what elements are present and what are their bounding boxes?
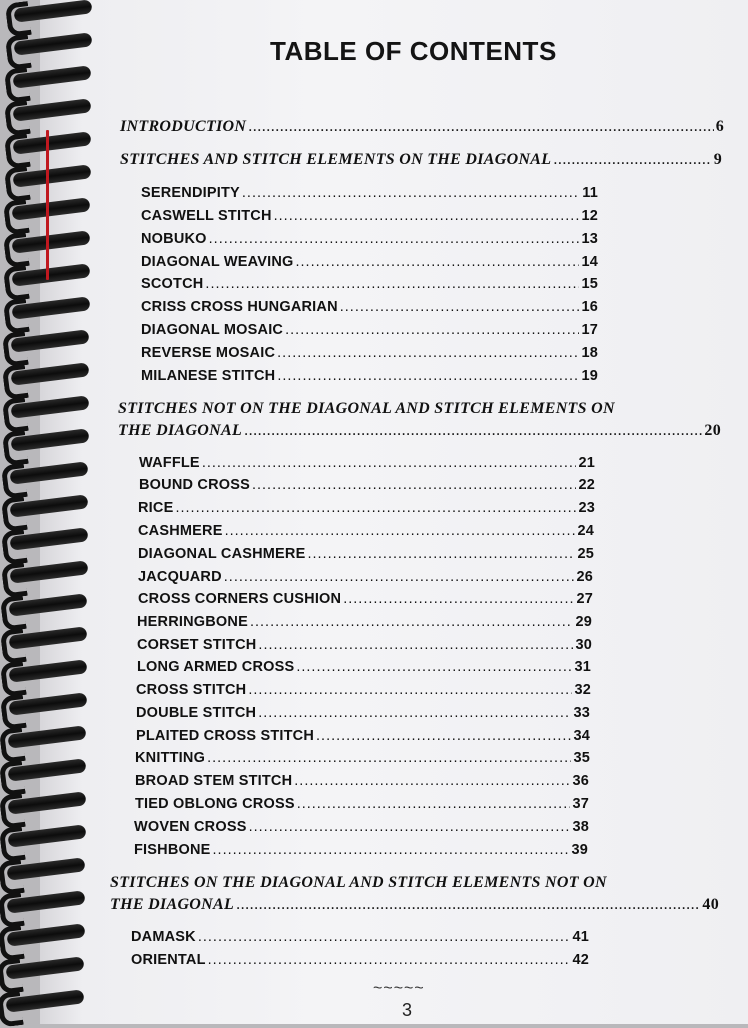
toc-page-number: 14	[581, 254, 598, 270]
toc-page-number: 36	[572, 773, 589, 789]
toc-entry-label: DOUBLE STITCH	[136, 705, 257, 721]
binding-coil	[10, 428, 89, 451]
binding-coil	[10, 395, 89, 418]
binding-coil	[10, 362, 89, 385]
toc-entry-label: HERRINGBONE	[137, 614, 248, 630]
toc-entry	[136, 728, 590, 744]
toc-page-number: 17	[581, 322, 598, 338]
toc-entry-label: THE DIAGONAL	[118, 422, 243, 439]
toc-section-2	[118, 422, 721, 440]
toc-page-number: 29	[575, 614, 592, 630]
toc-page-number: 37	[572, 796, 589, 812]
toc-entry	[134, 842, 588, 858]
leader-dots	[249, 819, 571, 835]
binding-coil	[7, 791, 86, 814]
toc-page-number: 11	[582, 185, 598, 201]
toc-page-number: 20	[704, 422, 721, 439]
binding-coil	[12, 164, 91, 187]
leader-dots	[285, 322, 579, 338]
toc-entry-label: DIAGONAL CASHMERE	[138, 546, 306, 562]
binding-coil	[9, 461, 88, 484]
toc-entry	[135, 750, 590, 766]
leader-dots	[316, 728, 571, 744]
leader-dots	[198, 929, 571, 945]
leader-dots	[248, 682, 572, 698]
toc-page-number: 25	[577, 546, 594, 562]
toc-page-number: 15	[581, 276, 598, 292]
toc-entry	[138, 546, 594, 562]
toc-page-number: 35	[573, 750, 590, 766]
toc-entry-label: CROSS CORNERS CUSHION	[138, 591, 342, 607]
toc-page-number: 31	[574, 659, 591, 675]
toc-entry	[138, 523, 594, 539]
toc-entry	[141, 231, 598, 247]
toc-page-number: 19	[581, 368, 598, 384]
toc-page-number: 16	[581, 299, 598, 315]
toc-section-3	[110, 896, 719, 914]
toc-entry-label: STITCHES AND STITCH ELEMENTS ON THE DIAGONAL	[120, 151, 552, 168]
toc-entry-label: FISHBONE	[134, 842, 211, 858]
toc-entry-label: CASWELL STITCH	[141, 208, 272, 224]
toc-entry-label: CASHMERE	[138, 523, 223, 539]
toc-page-number: 34	[573, 728, 590, 744]
bookmark-ribbon	[46, 130, 49, 280]
leader-dots	[258, 637, 573, 653]
toc-entry-label: WOVEN CROSS	[134, 819, 247, 835]
binding-coil	[7, 824, 86, 847]
toc-entry-label: DAMASK	[131, 929, 196, 945]
toc-page-number: 33	[573, 705, 590, 721]
toc-page-number: 24	[577, 523, 594, 539]
toc-entry	[137, 637, 592, 653]
leader-dots	[343, 591, 574, 607]
toc-entry-label: CRISS CROSS HUNGARIAN	[141, 299, 338, 315]
toc-entry-label: MILANESE STITCH	[141, 368, 276, 384]
toc-entry-label: SCOTCH	[141, 276, 204, 292]
toc-entry	[136, 705, 590, 721]
binding-coil	[8, 626, 87, 649]
toc-section-1	[120, 151, 722, 169]
leader-dots	[296, 659, 572, 675]
toc-entry	[141, 208, 598, 224]
toc-entry-label: REVERSE MOSAIC	[141, 345, 276, 361]
toc-entry	[139, 477, 595, 493]
toc-page-number: 23	[578, 500, 595, 516]
toc-entry-label: DIAGONAL MOSAIC	[141, 322, 284, 338]
binding-coil	[13, 0, 92, 23]
binding-coil	[7, 725, 86, 748]
leader-dots	[207, 750, 571, 766]
toc-entry	[141, 345, 598, 361]
toc-page-number: 9	[713, 151, 722, 168]
toc-page-number: 13	[581, 231, 598, 247]
toc-entry	[141, 185, 598, 201]
binding-coil	[11, 296, 90, 319]
toc-page-number: 40	[702, 896, 719, 913]
toc-entry-label: THE DIAGONAL	[110, 896, 235, 913]
binding-coil	[9, 560, 88, 583]
toc-entry-label: CORSET STITCH	[137, 637, 257, 653]
toc-entry-label: LONG ARMED CROSS	[137, 659, 295, 675]
toc-page-number: 30	[575, 637, 592, 653]
binding-coil	[13, 32, 92, 55]
toc-entry	[131, 952, 589, 968]
binding-coil	[5, 989, 84, 1012]
toc-entry	[138, 591, 593, 607]
toc-entry	[136, 682, 591, 698]
leader-dots	[340, 299, 580, 315]
toc-entry-label: KNITTING	[135, 750, 206, 766]
leader-dots	[244, 422, 702, 440]
leader-dots	[208, 952, 571, 968]
binding-coil	[6, 890, 85, 913]
toc-entry	[141, 368, 598, 384]
toc-entry-label: WAFFLE	[139, 455, 200, 471]
leader-dots	[224, 569, 575, 585]
toc-section-3-line1: STITCHES ON THE DIAGONAL AND STITCH ELEMENTS NOT ON	[110, 874, 607, 891]
leader-dots	[225, 523, 576, 539]
toc-page-number: 6	[715, 118, 724, 135]
toc-entry	[131, 929, 589, 945]
leader-dots	[307, 546, 575, 562]
toc-entry-label: SERENDIPITY	[141, 185, 240, 201]
binding-coil	[10, 329, 89, 352]
leader-dots	[277, 345, 579, 361]
toc-section-2-line1: STITCHES NOT ON THE DIAGONAL AND STITCH ELEMENTS ON	[118, 400, 615, 417]
toc-entry	[139, 455, 595, 471]
toc-entry-label: ORIENTAL	[131, 952, 206, 968]
toc-entry	[141, 322, 598, 338]
binding-coil	[11, 230, 90, 253]
toc-entry	[138, 569, 593, 585]
binding-coil	[9, 494, 88, 517]
leader-dots	[242, 185, 580, 201]
leader-dots	[296, 254, 580, 270]
toc-page-number: 41	[572, 929, 589, 945]
toc-entry-introduction	[120, 118, 724, 136]
leader-dots	[250, 614, 574, 630]
toc-entry-label: NOBUKO	[141, 231, 207, 247]
toc-entry	[137, 659, 591, 675]
toc-entry-label: BROAD STEM STITCH	[135, 773, 293, 789]
toc-entry-label: CROSS STITCH	[136, 682, 247, 698]
leader-dots	[277, 368, 579, 384]
toc-entry-label: BOUND CROSS	[139, 477, 250, 493]
binding-coil	[12, 98, 91, 121]
binding-coil	[11, 263, 90, 286]
leader-dots	[294, 773, 570, 789]
toc-entry	[135, 796, 589, 812]
binding-coil	[8, 659, 87, 682]
leader-dots	[248, 118, 713, 136]
binding-coil	[11, 197, 90, 220]
binding-coil	[9, 527, 88, 550]
toc-entry-label: DIAGONAL WEAVING	[141, 254, 294, 270]
toc-page-number: 18	[581, 345, 598, 361]
binding-coil	[12, 65, 91, 88]
leader-dots	[258, 705, 571, 721]
toc-page-number: 38	[572, 819, 589, 835]
binding-coil	[8, 593, 87, 616]
toc-entry	[141, 276, 598, 292]
toc-entry	[138, 500, 595, 516]
binding-coil	[12, 131, 91, 154]
toc-entry-label: PLAITED CROSS STITCH	[136, 728, 315, 744]
spiral-binding	[0, 0, 100, 1024]
toc-page-number: 27	[576, 591, 593, 607]
leader-dots	[297, 796, 571, 812]
leader-dots	[213, 842, 570, 858]
toc-page-number: 21	[578, 455, 595, 471]
toc-entry-label: JACQUARD	[138, 569, 222, 585]
leader-dots	[205, 276, 579, 292]
footer-ornament: ~~~~~	[373, 980, 425, 997]
leader-dots	[209, 231, 580, 247]
toc-page-number: 39	[571, 842, 588, 858]
page-title: TABLE OF CONTENTS	[270, 36, 557, 66]
binding-coil	[8, 692, 87, 715]
toc-entry-label: TIED OBLONG CROSS	[135, 796, 295, 812]
toc-entry	[137, 614, 592, 630]
binding-coil	[6, 923, 85, 946]
leader-dots	[202, 455, 577, 471]
page-number: 3	[402, 1000, 413, 1020]
leader-dots	[252, 477, 577, 493]
toc-page-number: 42	[572, 952, 589, 968]
toc-entry	[141, 299, 598, 315]
toc-entry-label: RICE	[138, 500, 174, 516]
toc-page-number: 32	[574, 682, 591, 698]
toc-page-number: 12	[581, 208, 598, 224]
binding-coil	[7, 758, 86, 781]
leader-dots	[236, 896, 700, 914]
binding-coil	[5, 956, 84, 979]
toc-entry-label: INTRODUCTION	[120, 118, 247, 135]
toc-entry	[134, 819, 589, 835]
leader-dots	[553, 151, 711, 169]
binding-coil	[6, 857, 85, 880]
toc-page-number: 22	[578, 477, 595, 493]
toc-entry	[135, 773, 589, 789]
toc-page-number: 26	[576, 569, 593, 585]
leader-dots	[274, 208, 580, 224]
leader-dots	[175, 500, 576, 516]
toc-entry	[141, 254, 598, 270]
